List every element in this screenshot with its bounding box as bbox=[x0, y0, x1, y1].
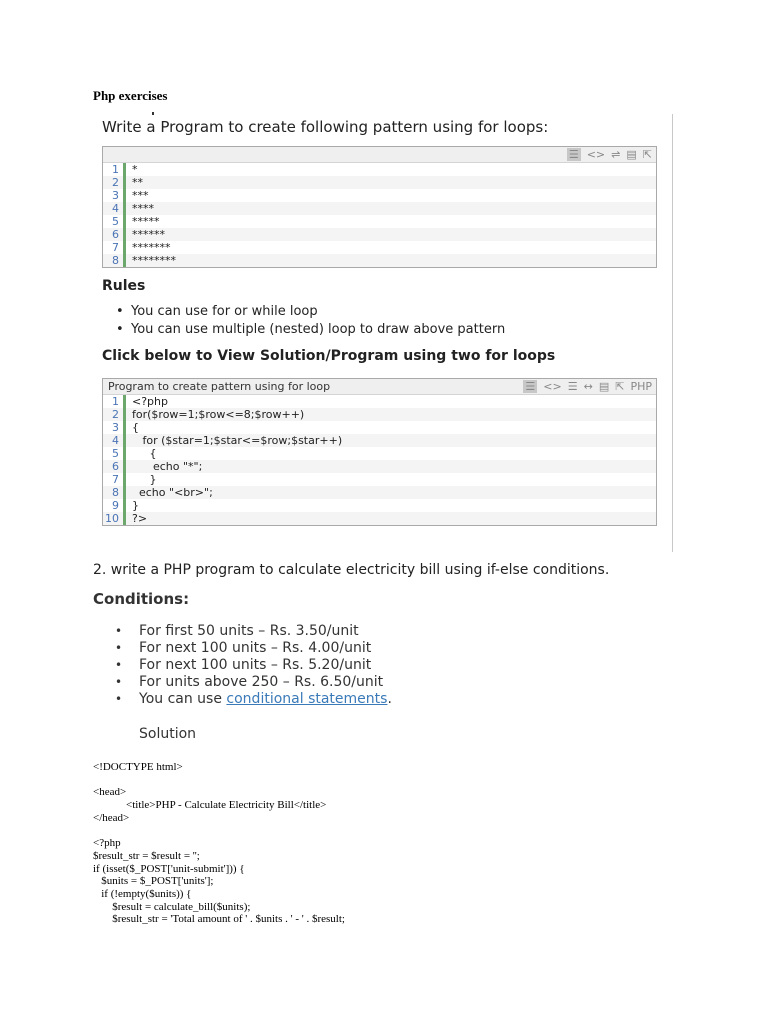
code-line bbox=[103, 215, 656, 228]
line-text: *** bbox=[132, 189, 149, 202]
line-number: 4 bbox=[103, 434, 126, 447]
list-icon[interactable]: ☰ bbox=[525, 380, 536, 393]
exercise-screenshot bbox=[94, 110, 674, 552]
line-number: 9 bbox=[103, 499, 126, 512]
exercise2-question: 2. write a PHP program to calculate electricity bill using if-else conditions. bbox=[93, 562, 610, 578]
stray-mark bbox=[152, 112, 154, 115]
code-line bbox=[103, 434, 656, 447]
code-line bbox=[103, 241, 656, 254]
pattern-toolbar bbox=[103, 147, 656, 163]
line-text: { bbox=[132, 447, 157, 460]
solution-box-title: Program to create pattern using for loop bbox=[108, 380, 331, 393]
condition-prefix: You can use bbox=[139, 691, 227, 707]
line-text: ?> bbox=[132, 512, 148, 525]
line-text: ******** bbox=[132, 254, 176, 267]
condition-item: • For first 50 units – Rs. 3.50/unit bbox=[93, 623, 392, 640]
wrap-icon[interactable]: ⇌ bbox=[611, 148, 621, 161]
line-number: 8 bbox=[103, 486, 126, 499]
copy-icon[interactable]: ▤ bbox=[626, 148, 637, 161]
code-line bbox=[103, 512, 656, 525]
code-line bbox=[103, 189, 656, 202]
line-text: echo "<br>"; bbox=[132, 486, 213, 499]
line-number: 1 bbox=[103, 395, 126, 408]
condition-item: • For next 100 units – Rs. 5.20/unit bbox=[93, 657, 392, 674]
rules-heading: Rules bbox=[102, 278, 146, 294]
condition-item: • For next 100 units – Rs. 4.00/unit bbox=[93, 640, 392, 657]
php-source-code: <!DOCTYPE html> <head> <title>PHP - Calculate Electricity Bill</title> </head> <?php $result_str = $result = ''; if (isset($_POST['unit-submit'])) { $units = $_POST['units']; if (!empty($units)) { $result = calculate_bill($units); $result_str = 'Total amount of ' . $units . ' - ' . $result; bbox=[93, 761, 345, 926]
conditional-statements-link[interactable]: conditional statements bbox=[226, 691, 388, 707]
condition-suffix: . bbox=[387, 691, 392, 707]
line-text: **** bbox=[132, 202, 154, 215]
copy-icon[interactable]: ▤ bbox=[598, 380, 610, 393]
popout-icon[interactable]: ⇱ bbox=[642, 148, 652, 161]
condition-item: • For units above 250 – Rs. 6.50/unit bbox=[93, 674, 392, 691]
code-line bbox=[103, 176, 656, 189]
line-number: 3 bbox=[103, 421, 126, 434]
line-number: 5 bbox=[103, 215, 126, 228]
line-number: 7 bbox=[103, 473, 126, 486]
code-line bbox=[103, 421, 656, 434]
rule-item: • You can use multiple (nested) loop to draw above pattern bbox=[102, 321, 505, 339]
line-number: 7 bbox=[103, 241, 126, 254]
rules-list bbox=[102, 303, 505, 339]
code-line bbox=[103, 447, 656, 460]
wrap-icon[interactable]: ☰ bbox=[567, 380, 578, 393]
code-line bbox=[103, 254, 656, 267]
code-line bbox=[103, 163, 656, 176]
line-text: ***** bbox=[132, 215, 160, 228]
line-number: 1 bbox=[103, 163, 126, 176]
line-text: for($row=1;$row<=8;$row++) bbox=[132, 408, 305, 421]
code-line bbox=[103, 486, 656, 499]
code-line bbox=[103, 202, 656, 215]
pattern-code-box bbox=[102, 146, 657, 268]
line-text: } bbox=[132, 473, 157, 486]
conditions-list bbox=[93, 623, 392, 708]
line-text: ** bbox=[132, 176, 143, 189]
line-number: 8 bbox=[103, 254, 126, 267]
solution-lines bbox=[103, 395, 656, 525]
code-line bbox=[103, 460, 656, 473]
line-text: for ($star=1;$star<=$row;$star++) bbox=[132, 434, 343, 447]
line-text: * bbox=[132, 163, 138, 176]
code-line bbox=[103, 228, 656, 241]
conditions-heading: Conditions: bbox=[93, 590, 190, 608]
solution-label: Solution bbox=[139, 726, 197, 742]
language-label: PHP bbox=[630, 380, 652, 393]
line-number: 3 bbox=[103, 189, 126, 202]
code-line bbox=[103, 499, 656, 512]
line-text: } bbox=[132, 499, 139, 512]
code-icon[interactable]: <> bbox=[543, 380, 562, 393]
line-text: echo "*"; bbox=[132, 460, 203, 473]
line-number: 6 bbox=[103, 228, 126, 241]
code-line bbox=[103, 395, 656, 408]
code-line bbox=[103, 473, 656, 486]
pattern-lines bbox=[103, 163, 656, 267]
screenshot-edge-line bbox=[672, 114, 673, 552]
solution-code-box bbox=[102, 378, 657, 526]
doc-heading: Php exercises bbox=[93, 88, 168, 103]
list-icon[interactable]: ☰ bbox=[568, 148, 579, 161]
line-number: 5 bbox=[103, 447, 126, 460]
rule-item: • You can use for or while loop bbox=[102, 303, 505, 321]
code-icon[interactable]: <> bbox=[586, 148, 606, 161]
line-text: <?php bbox=[132, 395, 168, 408]
line-number: 10 bbox=[103, 512, 126, 525]
line-number: 4 bbox=[103, 202, 126, 215]
line-number: 6 bbox=[103, 460, 126, 473]
line-text: { bbox=[132, 421, 139, 434]
code-line bbox=[103, 408, 656, 421]
exercise1-question: Write a Program to create following pattern using for loops: bbox=[102, 118, 549, 136]
line-number: 2 bbox=[103, 408, 126, 421]
line-text: ****** bbox=[132, 228, 165, 241]
solution-toolbar bbox=[103, 379, 656, 395]
expand-icon[interactable]: ↔ bbox=[583, 380, 593, 393]
line-number: 2 bbox=[103, 176, 126, 189]
view-solution-heading: Click below to View Solution/Program using two for loops bbox=[102, 348, 556, 364]
line-text: ******* bbox=[132, 241, 171, 254]
condition-item bbox=[93, 691, 392, 708]
popout-icon[interactable]: ⇱ bbox=[615, 380, 625, 393]
